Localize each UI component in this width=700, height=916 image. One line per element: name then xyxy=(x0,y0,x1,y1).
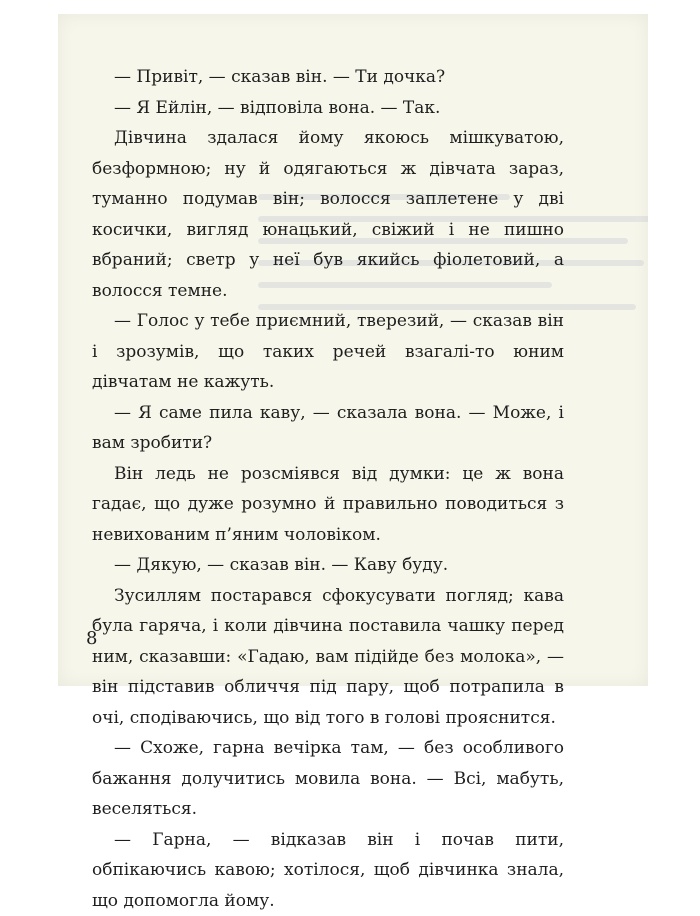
page-number: 8 xyxy=(86,628,97,649)
paragraph: — Голос у тебе приємний, тверезий, — сказав він і зрозумів, що таких речей взагалі-то юним дівчатам не кажуть. xyxy=(92,306,564,398)
body-text xyxy=(92,62,564,916)
paragraph: — Гарна, — відказав він і почав пити, обпікаючись кавою; хотілося, щоб дівчинка знала, що допомогла йому. xyxy=(92,825,564,916)
paragraph: — Я саме пила каву, — сказала вона. — Може, і вам зробити? xyxy=(92,398,564,459)
paragraph: — Я Ейлін, — відповіла вона. — Так. xyxy=(92,93,564,124)
paragraph: — Привіт, — сказав він. — Ти дочка? xyxy=(92,62,564,93)
paragraph: Зусиллям постарався сфокусувати погляд; кава була гаряча, і коли дівчина поставила чашку перед ним, сказавши: «Гадаю, вам підійде без молока», — він підставив обличчя під пару, щоб потрапила в очі, сподіваючись, що від того в голові прояснится. xyxy=(92,581,564,734)
paragraph: Дівчина здалася йому якоюсь мішкуватою, безформною; ну й одягаються ж дівчата зараз, туманно подумав він; волосся заплетене у дві косички, вигляд юнацький, свіжий і не пишно вбраний; светр у неї був якийсь фіолетовий, а волосся темне. xyxy=(92,123,564,306)
paragraph: Він ледь не розсміявся від думки: це ж вона гадає, що дуже розумно й правильно поводиться з невихованим п’яним чоловіком. xyxy=(92,459,564,551)
paragraph: — Дякую, — сказав він. — Каву буду. xyxy=(92,550,564,581)
paragraph: — Схоже, гарна вечірка там, — без особливого бажання долучитись мовила вона. — Всі, мабуть, веселяться. xyxy=(92,733,564,825)
